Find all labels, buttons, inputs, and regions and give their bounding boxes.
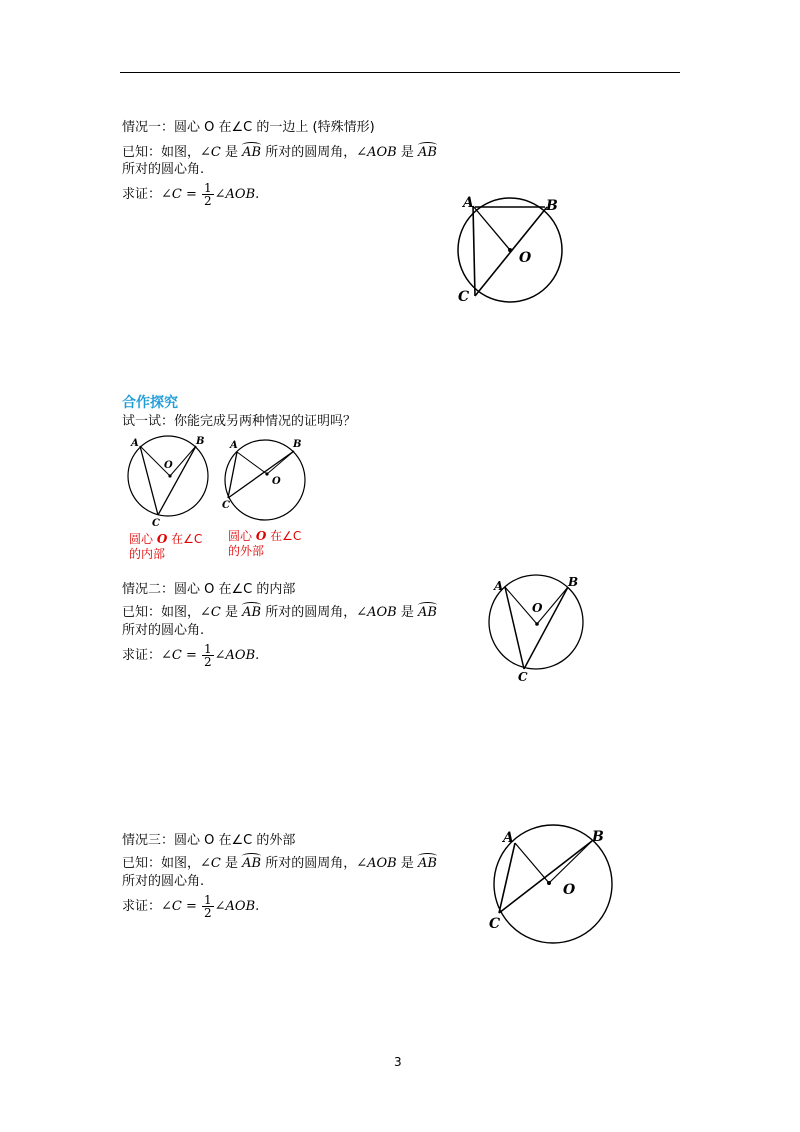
case3-figure — [486, 824, 616, 949]
label-a: A — [131, 438, 139, 449]
case2-given-line1: 已知：如图，∠C 是 AB 所对的圆周角，∠AOB 是 AB — [122, 605, 437, 620]
angle-c: ∠C — [200, 145, 221, 160]
arc-ab: AB — [242, 856, 262, 871]
label-b: B — [293, 439, 302, 450]
label-b: B — [546, 198, 558, 214]
label-o: O — [532, 601, 543, 615]
case1-given-line1 — [122, 145, 437, 161]
case3-title: 情况三：圆心 O 在∠C 的外部 — [122, 833, 296, 848]
label-c: C — [458, 289, 470, 305]
arc-ab: AB — [417, 145, 437, 160]
label-o: O — [563, 882, 576, 898]
arc-ab: AB — [242, 145, 262, 160]
fraction-half: $\frac{1}{2}$ — [204, 181, 212, 208]
case1-title: 情况一：圆心 O 在∠C 的一边上 (特殊情形) — [122, 120, 375, 135]
header-rule — [120, 72, 680, 73]
small-figure-outside — [220, 432, 320, 532]
label-o: O — [164, 460, 173, 471]
label-a: A — [463, 195, 474, 211]
label-inside-case: 圆心 O 在∠C 的内部 — [129, 532, 203, 561]
case3-prove: 求证：∠C = $\frac{1}{2}$ ∠AOB. — [122, 893, 260, 920]
label-b: B — [196, 436, 205, 447]
label-o: O — [519, 250, 532, 266]
label-b: B — [568, 575, 579, 589]
label-c: C — [152, 518, 160, 529]
case1-given-line2: 所对的圆心角. — [122, 162, 205, 177]
is-word: 是 — [396, 145, 418, 160]
label-c: C — [518, 670, 528, 684]
prove-prefix: 求证： — [122, 187, 162, 202]
arc-ab: AB — [417, 856, 437, 871]
page-number: 3 — [394, 1055, 402, 1069]
angle-aob: ∠AOB — [356, 145, 397, 160]
section-prompt: 试一试：你能完成另两种情况的证明吗？ — [122, 414, 357, 429]
small-figure-inside — [120, 432, 220, 532]
case2-figure — [486, 572, 596, 682]
fraction-half: $\frac{1}{2}$ — [204, 893, 212, 920]
case1-prove — [122, 182, 259, 207]
case2-title: 情况二：圆心 O 在∠C 的内部 — [122, 582, 296, 597]
case2-prove: 求证：∠C = $\frac{1}{2}$ ∠AOB. — [122, 642, 260, 669]
label-c: C — [222, 500, 230, 511]
circumferential-text: 所对的圆周角， — [261, 145, 357, 160]
label-c: C — [489, 916, 501, 932]
arc-ab: AB — [417, 605, 437, 620]
arc-ab: AB — [242, 605, 262, 620]
equation-lhs: ∠C = — [161, 187, 202, 202]
given-prefix: 已知：如图， — [122, 145, 201, 160]
label-b: B — [592, 829, 604, 845]
case2-given-line2: 所对的圆心角. — [122, 623, 205, 638]
case1-figure — [440, 190, 580, 310]
case3-given-line2: 所对的圆心角. — [122, 874, 205, 889]
fraction-half: $\frac{1}{2}$ — [204, 642, 212, 669]
is-word: 是 — [220, 145, 243, 160]
section-heading: 合作探究 — [122, 395, 178, 411]
label-outside-case: 圆心 O 在∠C 的外部 — [228, 529, 302, 558]
label-o: O — [272, 476, 281, 487]
label-a: A — [230, 440, 238, 451]
label-a: A — [503, 830, 514, 846]
label-a: A — [494, 579, 504, 593]
equation-rhs: ∠AOB. — [214, 187, 260, 202]
case3-given-line1: 已知：如图，∠C 是 AB 所对的圆周角，∠AOB 是 AB — [122, 856, 437, 871]
